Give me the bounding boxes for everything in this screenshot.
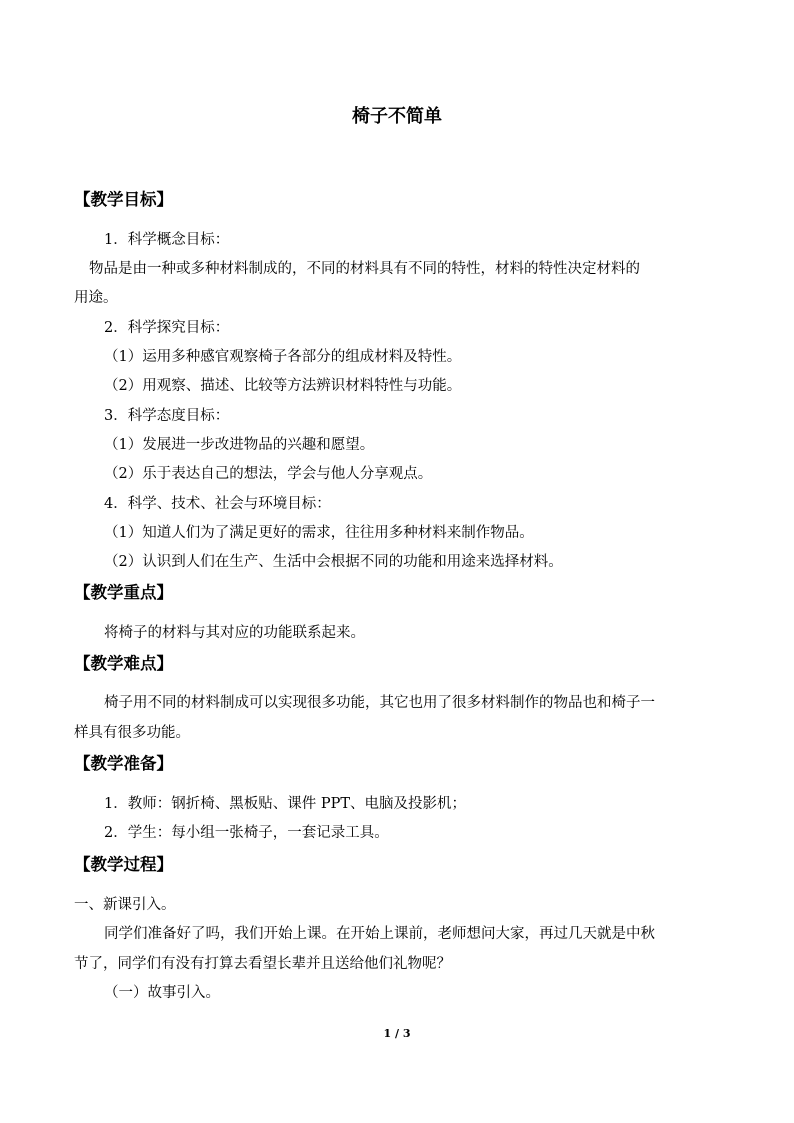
goal-attitude-item-2: （2）乐于表达自己的想法，学会与他人分享观点。 [104, 466, 433, 482]
goal-concept-text-line1: 物品是由一种或多种材料制成的，不同的材料具有不同的特性，材料的特性决定材料的 [89, 261, 640, 277]
goal-inquiry-item-2: （2）用观察、描述、比较等方法辨识材料特性与功能。 [104, 378, 462, 394]
goal-concept-text-line2: 用途。 [74, 290, 118, 306]
section-heading-difficulties: 【教学难点】 [74, 654, 173, 673]
goal-sts-item-1: （1）知道人们为了满足更好的需求，往往用多种材料来制作物品。 [104, 525, 534, 541]
difficulty-text-line1: 椅子用不同的材料制成可以实现很多功能，其它也用了很多材料制作的物品也和椅子一 [104, 695, 655, 711]
goal-inquiry-item-1: （1）运用多种感官观察椅子各部分的组成材料及特性。 [104, 349, 462, 365]
preparation-students: 2．学生：每小组一张椅子，一套记录工具。 [104, 825, 389, 841]
section-heading-teaching-goals: 【教学目标】 [74, 190, 173, 209]
difficulty-text-line2: 样具有很多功能。 [74, 725, 190, 741]
section-heading-key-points: 【教学重点】 [74, 583, 173, 602]
key-point-text: 将椅子的材料与其对应的功能联系起来。 [104, 625, 365, 641]
document-title: 椅子不简单 [352, 106, 442, 127]
goal-attitude-label: 3．科学态度目标： [104, 408, 230, 424]
goal-attitude-item-1: （1）发展进一步改进物品的兴趣和愿望。 [104, 437, 375, 453]
goal-sts-label: 4．科学、技术、社会与环境目标： [104, 496, 331, 512]
goal-inquiry-label: 2．科学探究目标： [104, 320, 230, 336]
preparation-teacher: 1．教师：钢折椅、黑板贴、课件 PPT、电脑及投影机； [104, 796, 467, 812]
process-step-intro: 一、新课引入。 [74, 897, 176, 913]
section-heading-preparation: 【教学准备】 [74, 754, 173, 773]
goal-sts-item-2: （2）认识到人们在生产、生活中会根据不同的功能和用途来选择材料。 [104, 554, 563, 570]
process-substep-story: （一）故事引入。 [104, 985, 220, 1001]
goal-concept-label: 1．科学概念目标： [104, 232, 230, 248]
process-intro-text-line2: 节了，同学们有没有打算去看望长辈并且送给他们礼物呢？ [74, 956, 451, 972]
page-number: 1 / 3 [383, 1027, 411, 1040]
process-intro-text-line1: 同学们准备好了吗，我们开始上课。在开始上课前，老师想问大家，再过几天就是中秋 [104, 926, 655, 942]
section-heading-process: 【教学过程】 [74, 855, 173, 874]
